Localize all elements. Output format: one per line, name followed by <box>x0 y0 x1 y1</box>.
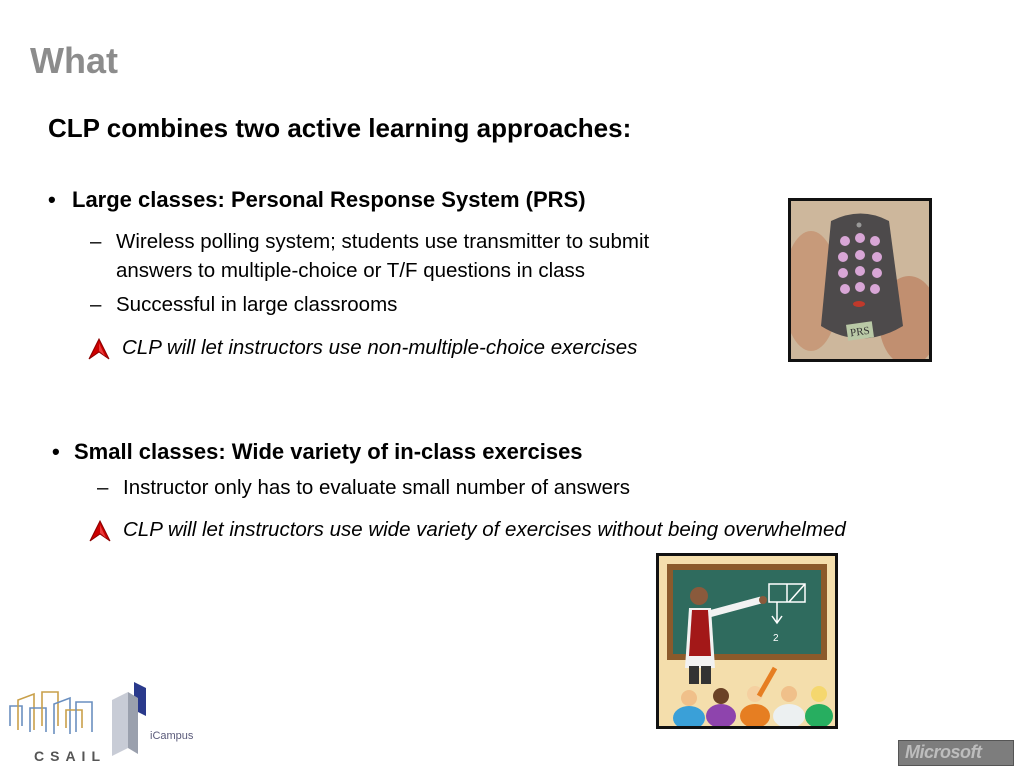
section2-note-text: CLP will let instructors use wide variety of exercises without being overwhelmed <box>123 518 846 541</box>
remote-label: PRS <box>849 324 871 340</box>
dash-marker: – <box>90 230 102 253</box>
slide-title: What <box>30 40 118 81</box>
microsoft-logo <box>898 740 1014 766</box>
bullet-marker: • <box>52 439 60 464</box>
section2-item <box>97 473 631 502</box>
section1-item <box>90 227 650 285</box>
red-arrowhead-icon <box>89 520 111 542</box>
prs-remote-photo <box>788 198 932 362</box>
slide-subtitle: CLP combines two active learning approaches: <box>48 113 632 143</box>
section1-item-text-3: Successful in large classrooms <box>116 293 398 316</box>
dash-marker: – <box>97 476 109 499</box>
section1-note <box>122 336 637 360</box>
section1-item <box>90 290 398 319</box>
prs-remote-image <box>791 201 929 359</box>
dash-marker: – <box>90 293 102 316</box>
classroom-clipart <box>656 553 838 729</box>
icampus-logo-text: iCampus <box>150 730 194 742</box>
section1-item-text-1: Wireless polling system; students use transmitter to submit <box>116 230 650 253</box>
icampus-emblem-icon <box>108 682 148 760</box>
board-label: 2 <box>773 633 779 644</box>
section2-item-text-1: Instructor only has to evaluate small number of answers <box>123 476 631 499</box>
section1-note-text: CLP will let instructors use non-multiple-choice exercises <box>122 336 638 359</box>
csail-logo <box>6 686 106 766</box>
red-arrowhead-icon <box>88 338 110 360</box>
csail-logo-text: CSAIL <box>34 748 106 764</box>
microsoft-logo-text: Microsoft <box>905 742 982 762</box>
bullet-marker: • <box>48 187 56 212</box>
section1-item-text-2: answers to multiple-choice or T/F questions in class <box>116 259 586 282</box>
csail-buildings-icon <box>6 686 102 746</box>
teacher-at-chalkboard-image <box>659 556 835 726</box>
section1-heading: Large classes: Personal Response System (PRS) <box>72 187 586 212</box>
section2-heading-row <box>52 439 583 465</box>
section2-heading: Small classes: Wide variety of in-class exercises <box>74 439 583 464</box>
section1-heading-row <box>48 187 586 213</box>
section2-note <box>123 518 846 542</box>
icampus-logo <box>108 682 198 760</box>
